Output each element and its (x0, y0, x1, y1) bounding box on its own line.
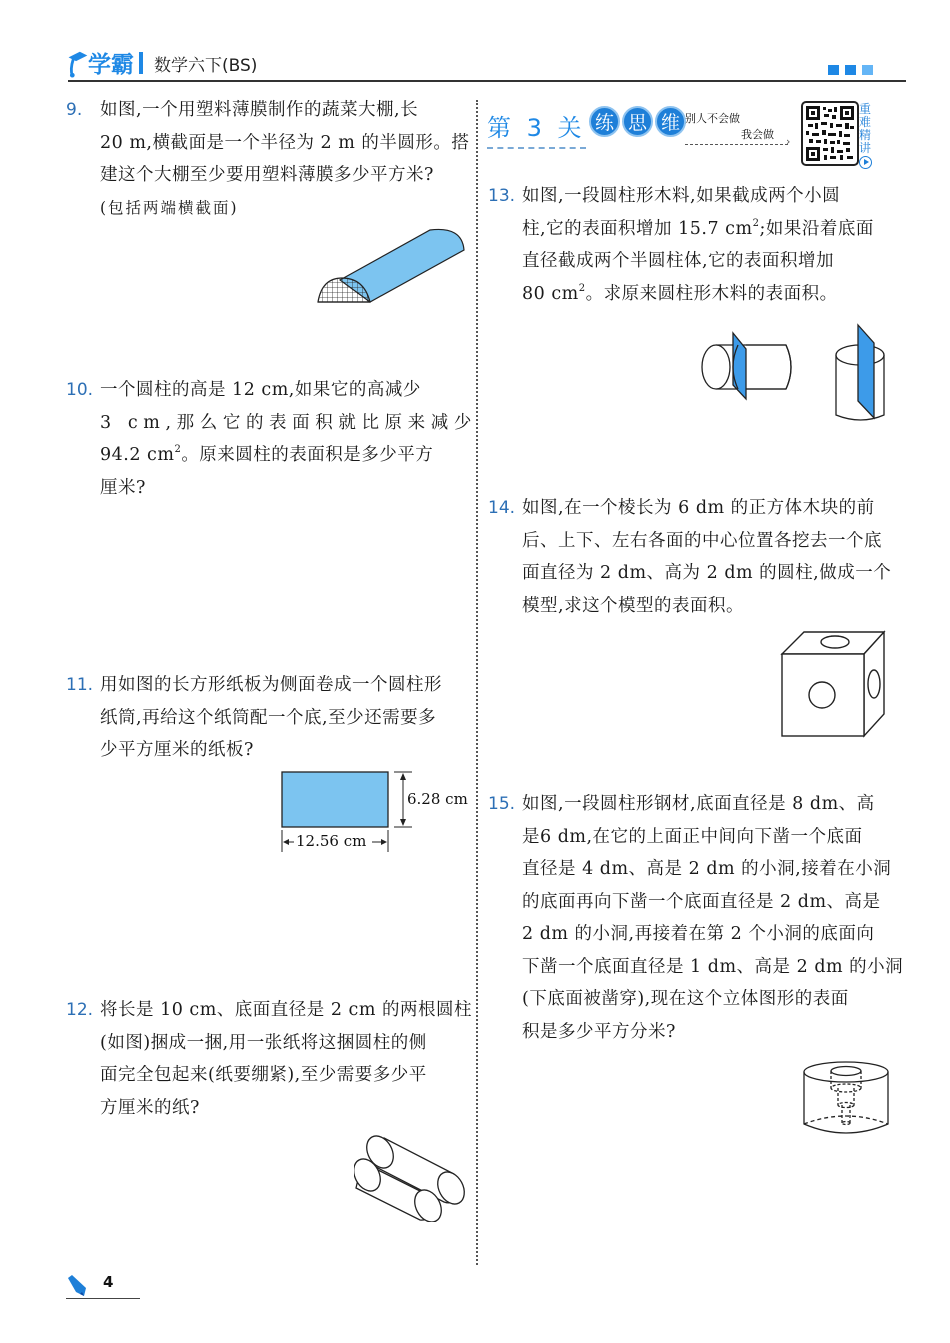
question-text: 柱,它的表面积增加 15.7 $cm^2$;如果沿着底面 (522, 217, 874, 239)
question-text: 纸筒,再给这个纸筒配一个底,至少还需要多 (100, 707, 437, 728)
question-text: 模型,求这个模型的表面积。 (522, 595, 745, 616)
question-number: 12. (66, 1000, 94, 1020)
brand-divider (139, 52, 143, 74)
question-number: 9. (66, 100, 83, 120)
graduation-cap-icon (66, 48, 88, 78)
cylinder-cuts-figure (696, 315, 896, 425)
qr-label (859, 103, 873, 155)
question-note: (包括两端横截面) (100, 198, 239, 217)
page-footer (66, 1270, 141, 1302)
pencil-icon (66, 1274, 88, 1298)
question-15 (488, 788, 904, 1048)
question-14 (488, 492, 893, 622)
badge-lian: 练 (589, 106, 620, 137)
height-label: 6.28 cm (407, 790, 468, 808)
question-text: 94.2 $cm^2$。原来圆柱的表面积是多少平方 (100, 444, 434, 465)
question-text: 20 m,横截面是一个半径为 2 m 的半圆形。搭 (100, 132, 470, 153)
play-icon[interactable] (859, 156, 872, 169)
tagline-bottom: 我会做 (741, 128, 774, 141)
section-header (487, 100, 882, 170)
question-text: 如图,一个用塑料薄膜制作的蔬菜大棚,长 (100, 100, 419, 120)
header-rule (68, 80, 906, 82)
qr-label-char: 讲 (859, 141, 872, 155)
question-number: 13. (488, 186, 516, 206)
question-text: 如图,一段圆柱形木料,如果截成两个小圆 (522, 186, 841, 206)
question-text: (如图)捆成一捆,用一张纸将这捆圆柱的侧 (100, 1032, 427, 1053)
question-text: 后、上下、左右各面的中心位置各挖去一个底 (522, 530, 882, 551)
section-title: 第 3 关 (487, 108, 586, 149)
question-text: 2 dm 的小洞,再接着在第 2 个小洞的底面向 (522, 924, 875, 944)
question-text: 将长是 10 cm、底面直径是 2 cm 的两根圆柱 (100, 1000, 473, 1020)
question-text: 一个圆柱的高是 12 cm,如果它的高减少 (100, 380, 421, 400)
footer-rule (66, 1298, 140, 1299)
square-icon (845, 65, 856, 75)
header-decoration (828, 65, 873, 75)
question-number: 14. (488, 498, 516, 518)
qr-code-icon (806, 106, 854, 161)
stepped-hole-cylinder-figure (800, 1058, 892, 1140)
arrow-right-icon: › (786, 135, 791, 148)
qr-label-char: 难 (859, 115, 872, 129)
brand-name: 学霸 (88, 52, 134, 78)
question-9 (66, 94, 471, 224)
badge-wei: 维 (655, 106, 686, 137)
question-number: 11. (66, 675, 94, 695)
question-text: 直径是 4 dm、高是 2 dm 的小洞,接着在小洞 (522, 859, 892, 879)
book-title: 数学六下(BS) (154, 56, 258, 76)
question-text: 是6 dm,在它的上面正中间向下凿一个底面 (522, 826, 863, 847)
qr-label-char: 精 (859, 128, 872, 142)
cube-with-holes-figure (780, 630, 890, 740)
badge-si: 思 (622, 106, 653, 137)
rectangle-figure (276, 768, 471, 856)
question-text: 建这个大棚至少要用塑料薄膜多少平方米? (100, 165, 434, 185)
page-number: 4 (103, 1273, 114, 1291)
question-text: 直径截成两个半圆柱体,它的表面积增加 (522, 251, 835, 271)
square-icon (828, 65, 839, 75)
page-header (66, 46, 906, 82)
question-text: 的底面再向下凿一个底面直径是 2 dm、高是 (522, 891, 881, 912)
width-label: 12.56 cm (296, 832, 367, 850)
section-badges (589, 106, 686, 137)
square-icon (862, 65, 873, 75)
question-number: 10. (66, 380, 94, 400)
question-text: 如图,一段圆柱形钢材,底面直径是 8 dm、高 (522, 794, 875, 814)
question-text: 下凿一个底面直径是 1 dm、高是 2 dm 的小洞 (522, 956, 904, 977)
tagline-top: 别人不会做 (685, 112, 740, 125)
question-text: 80 $cm^2$。求原来圆柱形木料的表面积。 (522, 282, 838, 304)
question-text: 方厘米的纸? (100, 1097, 200, 1118)
two-cylinders-figure (354, 1130, 469, 1222)
question-text: 3 cm,那么它的表面积就比原来减少 (100, 412, 477, 433)
question-number: 15. (488, 794, 516, 814)
question-text: 用如图的长方形纸板为侧面卷成一个圆柱形 (100, 675, 442, 695)
column-divider (476, 100, 478, 1265)
question-text: 积是多少平方分米? (522, 1021, 676, 1042)
question-text: 如图,在一个棱长为 6 dm 的正方体木块的前 (522, 498, 875, 518)
question-13 (488, 180, 893, 310)
question-10 (66, 374, 477, 504)
question-12 (66, 994, 471, 1124)
question-11 (66, 669, 471, 767)
tagline-dash (685, 144, 788, 145)
question-text: 厘米? (100, 477, 146, 498)
question-text: 面直径为 2 dm、高为 2 dm 的圆柱,做成一个 (522, 563, 892, 583)
half-cylinder-greenhouse-figure (312, 222, 472, 308)
brand-logo (66, 46, 143, 79)
qr-label-char: 重 (859, 102, 872, 116)
question-text: 少平方厘米的纸板? (100, 740, 254, 760)
question-text: (下底面被凿穿),现在这个立体图形的表面 (522, 989, 849, 1009)
qr-code[interactable] (801, 101, 859, 166)
question-text: 面完全包起来(纸要绷紧),至少需要多少平 (100, 1065, 427, 1085)
